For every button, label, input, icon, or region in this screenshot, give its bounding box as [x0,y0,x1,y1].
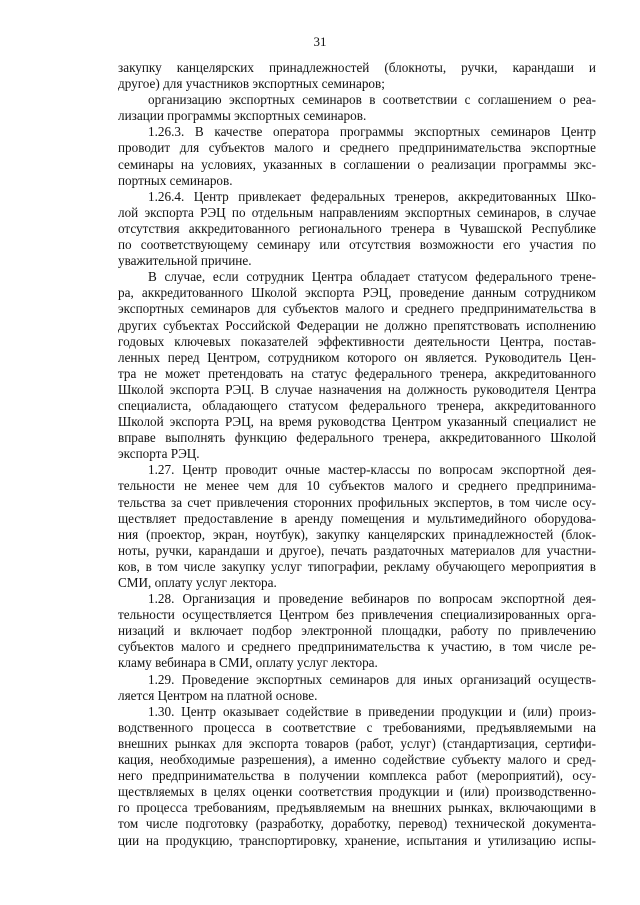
text-line: субъектов малого и среднего предпринимательства к участию, в том числе ре- [118,639,596,655]
text-line: низаций и включает подбор электронной площадки, работу по привлечению [118,623,596,639]
text-line: вправе выполнять функцию федерального тренера, аккредитованного Школой [118,430,596,446]
text-line: Школой экспорта РЭЦ, на время руководства Центром указанный специалист не [118,414,596,430]
text-line: водственного процесса в соответствие с требованиями, предъявляемыми на [118,719,596,735]
text-line: годовых ключевых показателей эффективности деятельности Центра, постав- [118,333,596,349]
text-line: другое) для участников экспортных семинаров; [118,76,385,92]
text-line: Школой экспорта РЭЦ. В случае назначения на должность руководителя Центра [118,381,596,397]
text-line: экспорта РЭЦ. [118,446,200,462]
text-line: тра не может претендовать на статус федерального тренера, аккредитованного [118,365,596,381]
text-line: организацию экспортных семинаров в соответствии с соглашением о реа- [148,92,596,108]
text-line: закупку канцелярских принадлежностей (блокноты, ручки, карандаши и [118,60,596,75]
text-line: 1.26.4. Центр привлекает федеральных тренеров, аккредитованных Шко- [148,188,596,204]
text-line: специалиста, обладающего статусом федерального тренера, аккредитованного [118,397,596,413]
text-line: ра, аккредитованного Школой экспорта РЭЦ, проведение данным сотрудником [118,285,596,301]
text-line: 1.30. Центр оказывает содействие в приведении продукции и (или) произ- [148,703,596,719]
text-line: кация, необходимые разрешения), а именно содействие субъекту малого и сред- [118,752,596,768]
text-line: по соответствующему семинару или отсутствия возможности его участия по [118,237,596,253]
text-line: тельства за счет привлечения сторонних профильных экспертов, в том числе осу- [118,494,596,510]
text-line: лой экспорта РЭЦ по отдельным направлениям экспортных семинаров, в случае [118,204,596,220]
text-line: лизации программы экспортных семинаров. [118,108,367,124]
text-line: ции на продукцию, транспортировку, хранение, испытания и утилизацию испы- [118,832,596,848]
text-line: ноты, ручки, карандаши и другое), печать раздаточных материалов для участни- [118,542,596,558]
text-line: го процесса требованиям, предъявляемым на внешних рынках, включающими в [118,800,596,816]
text-line: него предпринимательства в получении комплекса работ (мероприятий), осу- [118,768,596,784]
text-line: 1.27. Центр проводит очные мастер-классы по вопросам экспортной дея- [148,462,596,478]
text-line: других субъектах Российской Федерации не должно препятствовать исполнению [118,317,596,333]
text-line: 1.29. Проведение экспортных семинаров для иных организаций осуществ- [148,671,596,687]
text-line: уважительной причине. [118,253,252,269]
text-line: ленных перед Центром, сотрудником которого он является. Руководитель Цен- [118,349,596,365]
text-line: проводит для субъектов малого и среднего предпринимательства экспортные [118,140,596,156]
text-line: кламу вебинара в СМИ, оплату услуг лектора. [118,655,378,671]
text-line: семинары на условиях, указанных в соглашении о реализации программы экс- [118,156,596,172]
text-line: 1.28. Организация и проведение вебинаров по вопросам экспортной дея- [148,591,596,607]
text-line: том числе подготовку (разработку, доработку, перевод) технической документа- [118,816,596,832]
text-line: экспортных семинаров для субъектов малого и среднего предпринимательства в [118,301,596,317]
text-line: ляется Центром на платной основе. [118,687,318,703]
text-line: ния (проектор, экран, ноутбук), закупку канцелярских принадлежностей (блок- [118,526,596,542]
text-line: СМИ, оплату услуг лектора. [118,575,277,590]
text-line: ков, в том числе закупку услуг типографии, рекламу обучающего мероприятия в [118,558,596,574]
text-line: портных семинаров. [118,172,233,188]
text-line: ществляемых в целях оценки соответствия продукции и (или) производственно- [118,784,596,800]
text-line: тельности осуществляется Центром без привлечения специализированных орга- [118,607,596,623]
text-line: внешних рынках для экспорта товаров (работ, услуг) (стандартизация, сертифи- [118,735,596,751]
page-number: 31 [313,34,327,49]
document-body [118,60,596,849]
text-line: ществляет предоставление в аренду помещения и мультимедийного оборудова- [118,510,596,526]
text-line: отсутствия аккредитованного регионального тренера в Чувашской Республике [118,220,596,236]
text-line: В случае, если сотрудник Центра обладает статусом федерального трене- [148,269,596,285]
text-line: 1.26.3. В качестве оператора программы экспортных семинаров Центр [148,124,596,140]
text-line: тельности не менее чем для 10 субъектов малого и среднего предпринима- [118,478,596,494]
